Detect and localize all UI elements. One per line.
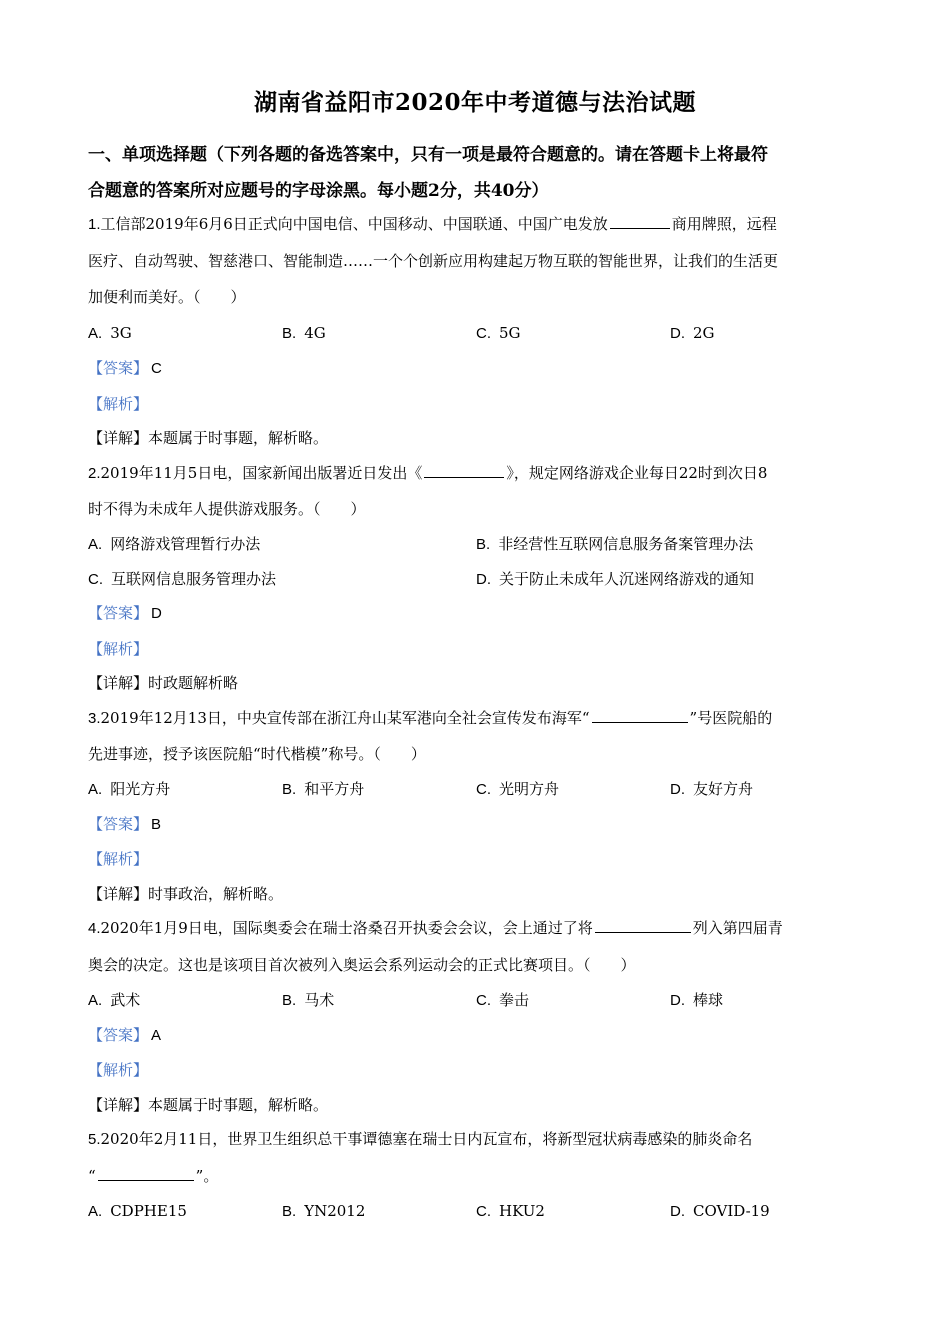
question-3-text-a: 2019年12月13日，中央宣传部在浙江舟山某军港向全社会宣传发布海军“	[100, 709, 590, 727]
option-letter: D.	[670, 1203, 685, 1220]
question-4-text-b: 列入第四届青	[692, 919, 783, 937]
question-5-quote-open: “	[88, 1167, 96, 1185]
detail-label: 【详解】	[88, 429, 149, 447]
detail-text: 本题属于时事题，解析略。	[148, 1096, 329, 1114]
question-3-option-c	[476, 779, 559, 800]
option-text: 5G	[499, 324, 521, 342]
option-letter: C.	[476, 1203, 491, 1220]
question-3-line-2: 先进事迹，授予该医院船“时代楷模”称号。（ ）	[88, 745, 426, 763]
question-2-option-b	[476, 534, 753, 555]
question-5-blank	[98, 1166, 194, 1181]
question-2-text-b: 》，规定网络游戏企业每日22时到次日8	[506, 464, 768, 482]
question-4-option-a	[88, 990, 140, 1011]
question-2-answer	[88, 603, 162, 624]
question-5-option-c	[476, 1201, 545, 1222]
option-text: HKU2	[499, 1202, 545, 1220]
option-letter: B.	[476, 536, 491, 553]
question-3-line-1	[88, 708, 772, 729]
question-1-text-b: 商用牌照，远程	[671, 215, 777, 233]
option-letter: C.	[476, 992, 491, 1009]
question-5-text-a: 2020年2月11日，世界卫生组织总干事谭德塞在瑞士日内瓦宣布，将新型冠状病毒感染的肺炎命名	[100, 1130, 753, 1148]
question-3-text-b: ”号医院船的	[689, 709, 773, 727]
question-2-option-c	[88, 569, 276, 590]
question-2-detail	[88, 673, 238, 693]
question-1-answer	[88, 358, 162, 379]
option-letter: C.	[476, 325, 491, 342]
section-heading-line-1: 一、单项选择题（下列各题的备选答案中，只有一项是最符合题意的。请在答题卡上将最符	[88, 145, 768, 165]
option-letter: D.	[476, 571, 491, 588]
option-letter: A.	[88, 1203, 103, 1220]
option-text: 和平方舟	[304, 780, 365, 798]
option-text: 武术	[110, 991, 141, 1009]
detail-label: 【详解】	[88, 885, 149, 903]
question-5-line-2	[88, 1166, 218, 1186]
question-1-analysis-label: 【解析】	[88, 395, 149, 413]
detail-label: 【详解】	[88, 1096, 149, 1114]
question-1-blank	[610, 214, 670, 229]
option-letter: B.	[282, 781, 297, 798]
question-2-analysis-label: 【解析】	[88, 640, 149, 658]
option-text: 棒球	[693, 991, 724, 1009]
option-text: 网络游戏管理暂行办法	[110, 535, 261, 553]
question-3-number: 3.	[88, 710, 101, 727]
option-letter: D.	[670, 781, 685, 798]
option-text: 非经营性互联网信息服务备案管理办法	[498, 535, 754, 553]
question-1-option-c	[476, 323, 521, 344]
option-text: CDPHE15	[110, 1202, 187, 1220]
question-2-line-2: 时不得为未成年人提供游戏服务。（ ）	[88, 500, 366, 518]
question-5-option-b	[282, 1201, 365, 1222]
question-1-option-b	[282, 323, 326, 344]
question-1-line-2: 医疗、自动驾驶、智慈港口、智能制造……一个个创新应用构建起万物互联的智能世界，让我们的生活更	[88, 252, 779, 270]
detail-text: 时事政治，解析略。	[148, 885, 284, 903]
option-letter: B.	[282, 325, 297, 342]
detail-label: 【详解】	[88, 674, 149, 692]
option-letter: D.	[670, 992, 685, 1009]
question-4-text-a: 2020年1月9日电，国际奥委会在瑞士洛桑召开执委会会议，会上通过了将	[100, 919, 593, 937]
question-4-analysis-label: 【解析】	[88, 1061, 149, 1079]
question-5-option-a	[88, 1201, 187, 1222]
question-4-option-b	[282, 990, 334, 1011]
option-text: 马术	[304, 991, 335, 1009]
question-1-option-a	[88, 323, 132, 344]
option-text: COVID-19	[693, 1202, 770, 1220]
question-4-answer	[88, 1025, 161, 1046]
answer-label: 【答案】	[88, 815, 149, 833]
question-1-line-1	[88, 214, 777, 235]
option-text: YN2012	[304, 1202, 366, 1220]
option-letter: A.	[88, 992, 103, 1009]
question-2-line-1	[88, 463, 767, 484]
question-4-number: 4.	[88, 920, 101, 937]
option-letter: C.	[88, 571, 103, 588]
question-1-line-3: 加便利而美好。（ ）	[88, 288, 246, 306]
option-text: 阳光方舟	[110, 780, 171, 798]
question-1-text-a: 工信部2019年6月6日正式向中国电信、中国移动、中国联通、中国广电发放	[100, 215, 608, 233]
question-3-answer	[88, 814, 161, 835]
option-text: 2G	[693, 324, 715, 342]
answer-value: A	[151, 1027, 162, 1044]
question-5-quote-close: ”。	[195, 1167, 219, 1185]
option-letter: D.	[670, 325, 685, 342]
answer-label: 【答案】	[88, 604, 149, 622]
question-4-detail	[88, 1095, 328, 1115]
question-3-option-d	[670, 779, 753, 800]
option-text: 友好方舟	[693, 780, 754, 798]
option-text: 3G	[110, 324, 132, 342]
question-3-detail	[88, 884, 283, 904]
question-2-text-a: 2019年11月5日电，国家新闻出版署近日发出《	[100, 464, 423, 482]
question-1-option-d	[670, 323, 715, 344]
question-1-detail	[88, 428, 328, 448]
question-4-line-1	[88, 918, 783, 939]
question-5-line-1	[88, 1129, 752, 1150]
option-text: 光明方舟	[499, 780, 560, 798]
answer-value: D	[151, 605, 162, 622]
question-2-number: 2.	[88, 465, 101, 482]
option-letter: C.	[476, 781, 491, 798]
question-4-blank	[595, 918, 691, 933]
section-heading-line-2: 合题意的答案所对应题号的字母涂黑。每小题2分，共40分）	[88, 181, 549, 201]
answer-value: C	[151, 360, 162, 377]
question-4-option-d	[670, 990, 723, 1011]
question-3-option-b	[282, 779, 364, 800]
option-letter: B.	[282, 992, 297, 1009]
question-3-blank	[592, 708, 688, 723]
question-2-blank	[424, 463, 504, 478]
question-5-number: 5.	[88, 1131, 101, 1148]
question-4-line-2: 奥会的决定。这也是该项目首次被列入奥运会系列运动会的正式比赛项目。（ ）	[88, 956, 636, 974]
section-heading	[88, 137, 868, 209]
detail-text: 本题属于时事题，解析略。	[148, 429, 329, 447]
option-text: 4G	[304, 324, 326, 342]
option-letter: B.	[282, 1203, 297, 1220]
answer-value: B	[151, 816, 162, 833]
question-5-option-d	[670, 1201, 770, 1222]
page-title: 湖南省益阳市2020年中考道德与法治试题	[253, 89, 696, 116]
question-3-analysis-label: 【解析】	[88, 850, 149, 868]
option-letter: A.	[88, 536, 103, 553]
question-4-option-c	[476, 990, 529, 1011]
option-text: 关于防止未成年人沉迷网络游戏的通知	[499, 570, 755, 588]
question-3-option-a	[88, 779, 170, 800]
question-2-option-d	[476, 569, 754, 590]
question-2-option-a	[88, 534, 260, 555]
answer-label: 【答案】	[88, 359, 149, 377]
answer-label: 【答案】	[88, 1026, 149, 1044]
question-1-number: 1.	[88, 216, 101, 233]
option-letter: A.	[88, 325, 103, 342]
detail-text: 时政题解析略	[148, 674, 239, 692]
option-letter: A.	[88, 781, 103, 798]
option-text: 互联网信息服务管理办法	[111, 570, 277, 588]
option-text: 拳击	[499, 991, 530, 1009]
